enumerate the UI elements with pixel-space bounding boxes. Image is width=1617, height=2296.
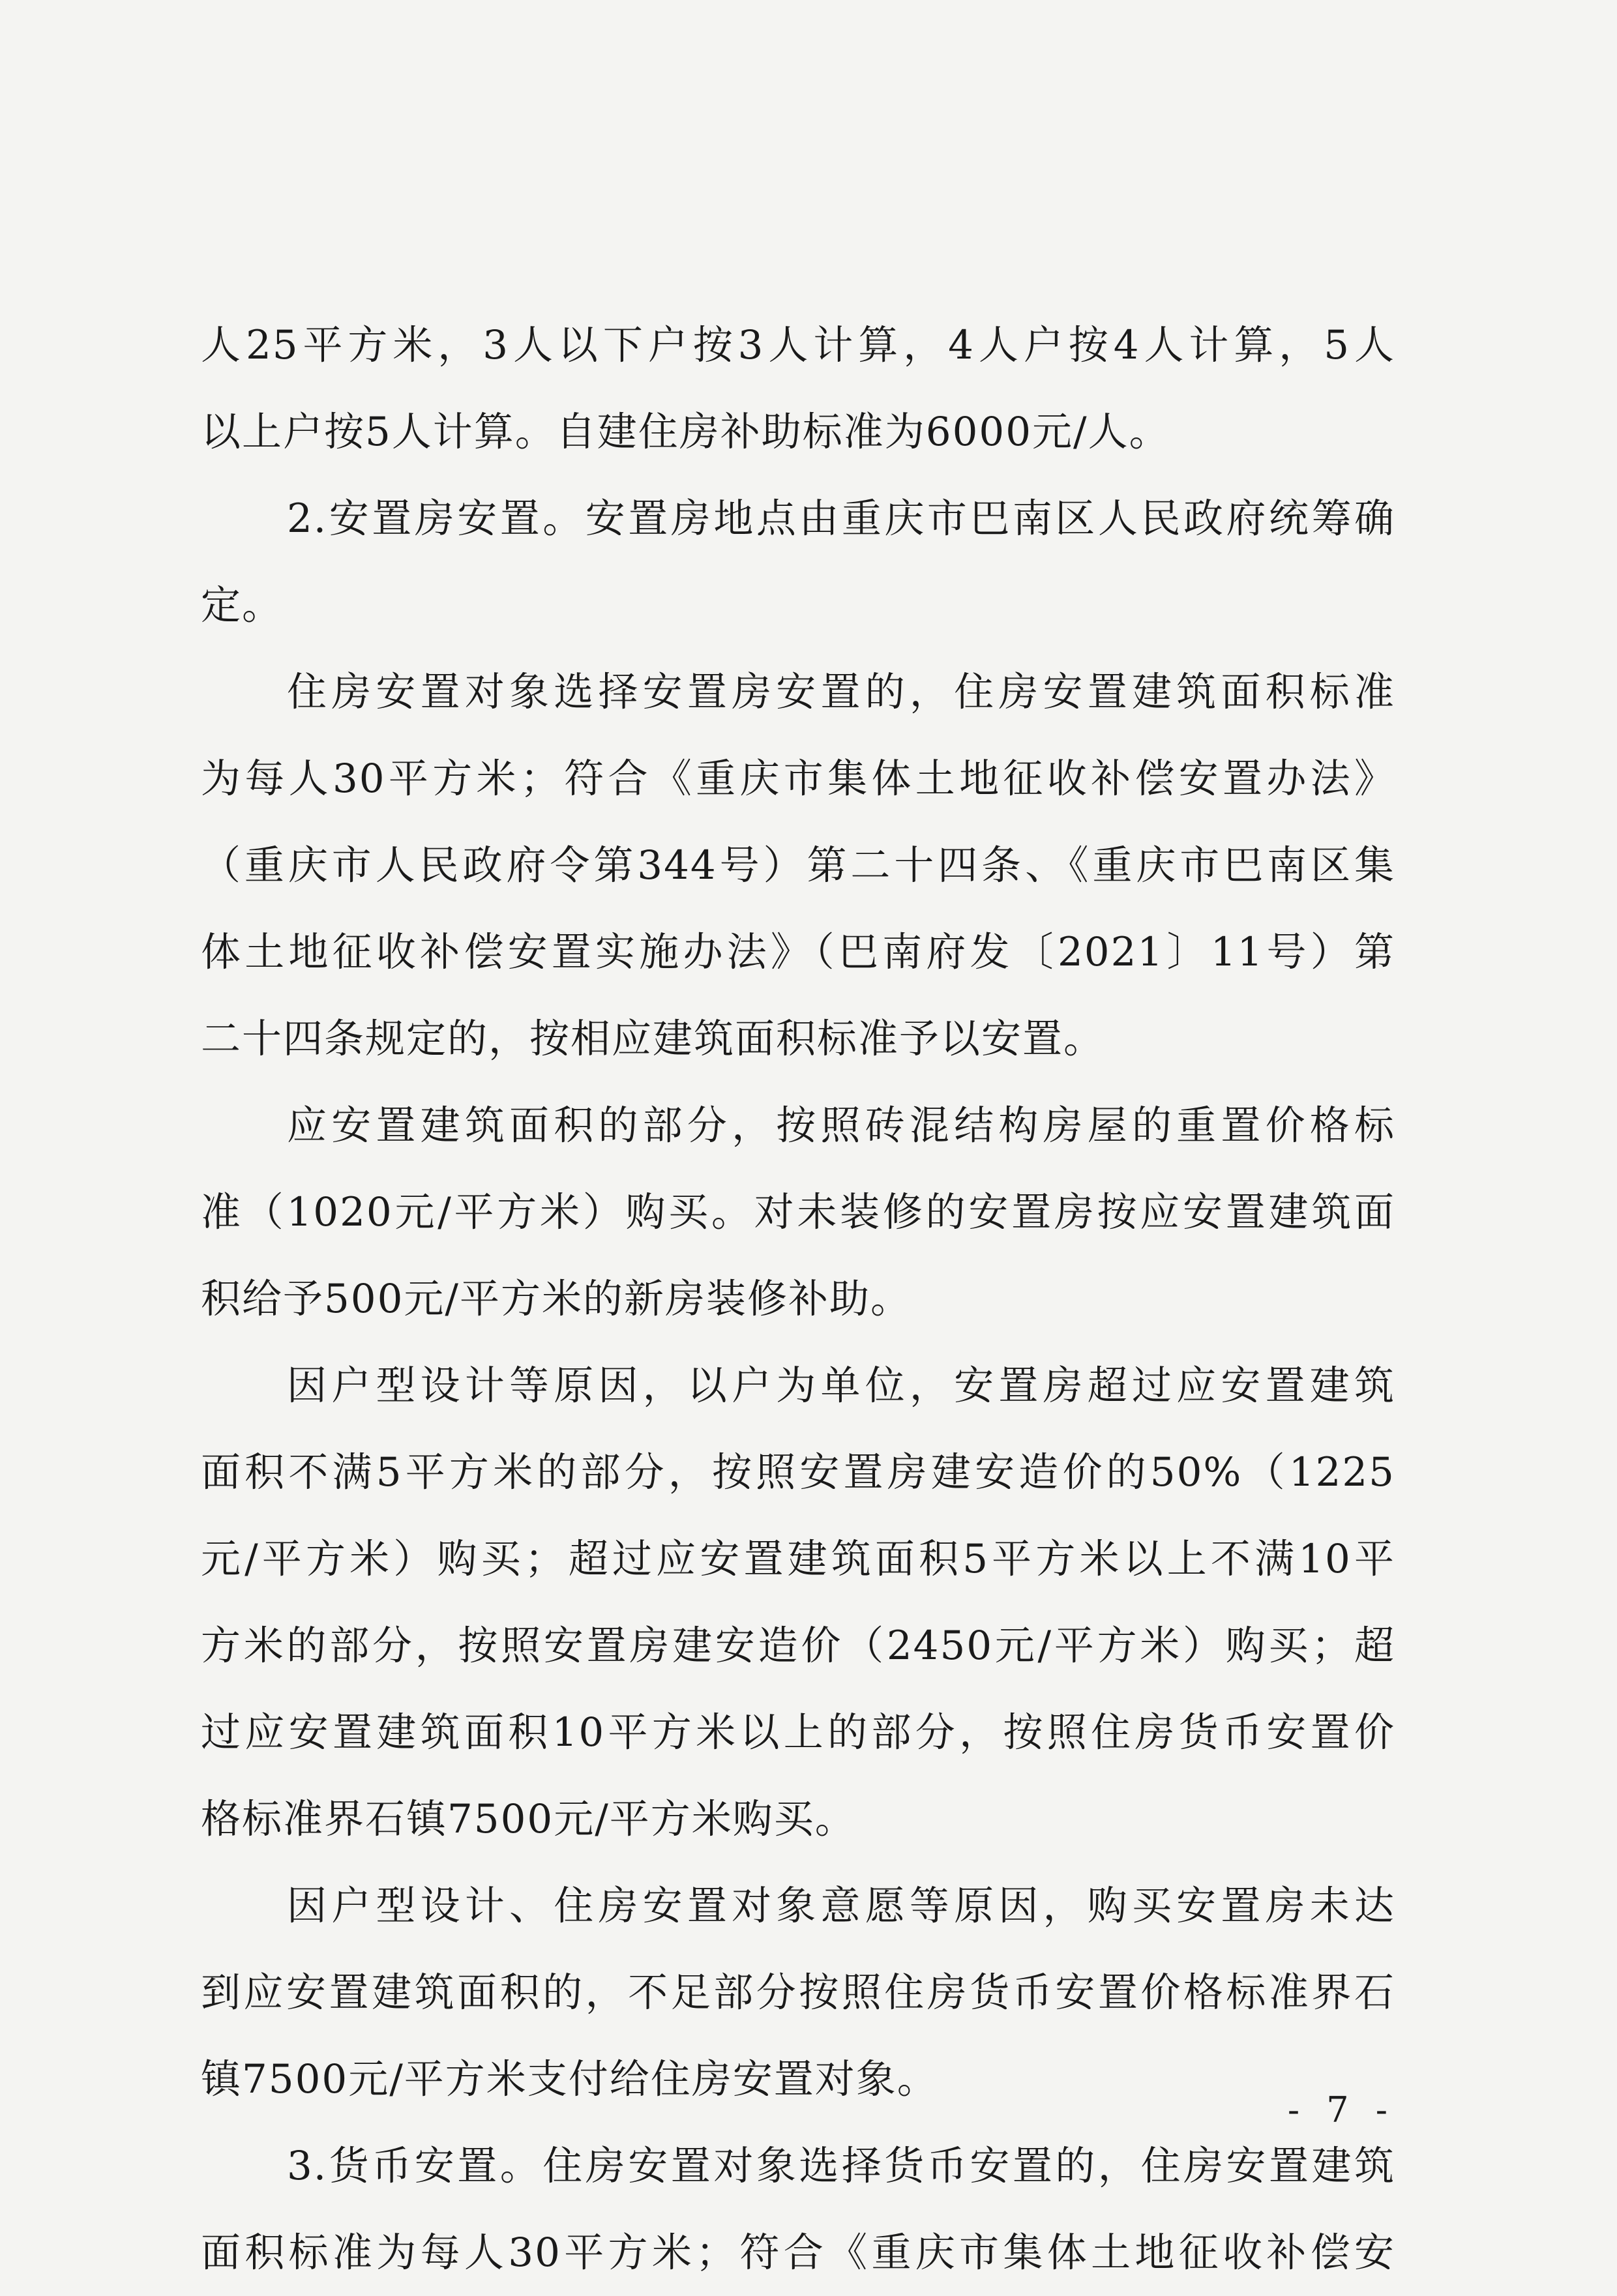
text-line: 准（1020元/平方米）购买。对未装修的安置房按应安置建筑面 — [201, 1189, 1395, 1235]
text-line: 因户型设计等原因，以户为单位，安置房超过应安置建筑 — [287, 1362, 1395, 1409]
page-number: - 7 - — [1287, 2089, 1395, 2130]
text-line: 面积标准为每人30平方米；符合《重庆市集体土地征收补偿安 — [201, 2230, 1395, 2276]
text-line: 方米的部分，按照安置房建安造价（2450元/平方米）购买；超 — [201, 1623, 1395, 1669]
text-line: 2.安置房安置。安置房地点由重庆市巴南区人民政府统筹确 — [287, 495, 1395, 542]
text-line: 人25平方米，3人以下户按3人计算，4人户按4人计算，5人 — [201, 322, 1395, 368]
text-line: 格标准界石镇7500元/平方米购买。 — [201, 1796, 856, 1842]
text-line: 为每人30平方米；符合《重庆市集体土地征收补偿安置办法》 — [201, 756, 1395, 802]
text-line: 元/平方米）购买；超过应安置建筑面积5平方米以上不满10平 — [201, 1536, 1395, 1582]
text-line: 积给予500元/平方米的新房装修补助。 — [201, 1276, 912, 1322]
text-line: 3.货币安置。住房安置对象选择货币安置的，住房安置建筑 — [287, 2143, 1395, 2189]
body-text — [201, 302, 1395, 2296]
text-line: 镇7500元/平方米支付给住房安置对象。 — [201, 2056, 938, 2102]
text-line: 因户型设计、住房安置对象意愿等原因，购买安置房未达 — [287, 1883, 1395, 1929]
text-line: 体土地征收补偿安置实施办法》（巴南府发〔2021〕11号）第 — [201, 929, 1395, 975]
text-line: 面积不满5平方米的部分，按照安置房建安造价的50%（1225 — [201, 1449, 1395, 1495]
text-line: 以上户按5人计算。自建住房补助标准为6000元/人。 — [201, 409, 1170, 455]
text-line: 应安置建筑面积的部分，按照砖混结构房屋的重置价格标 — [287, 1102, 1395, 1149]
text-line: 定。 — [201, 582, 284, 628]
text-line: 住房安置对象选择安置房安置的，住房安置建筑面积标准 — [287, 669, 1395, 715]
text-line: （重庆市人民政府令第344号）第二十四条、《重庆市巴南区集 — [201, 842, 1395, 889]
text-line: 到应安置建筑面积的，不足部分按照住房货币安置价格标准界石 — [201, 1969, 1395, 2016]
text-line: 二十四条规定的，按相应建筑面积标准予以安置。 — [201, 1016, 1105, 1062]
text-line: 过应安置建筑面积10平方米以上的部分，按照住房货币安置价 — [201, 1709, 1395, 1756]
